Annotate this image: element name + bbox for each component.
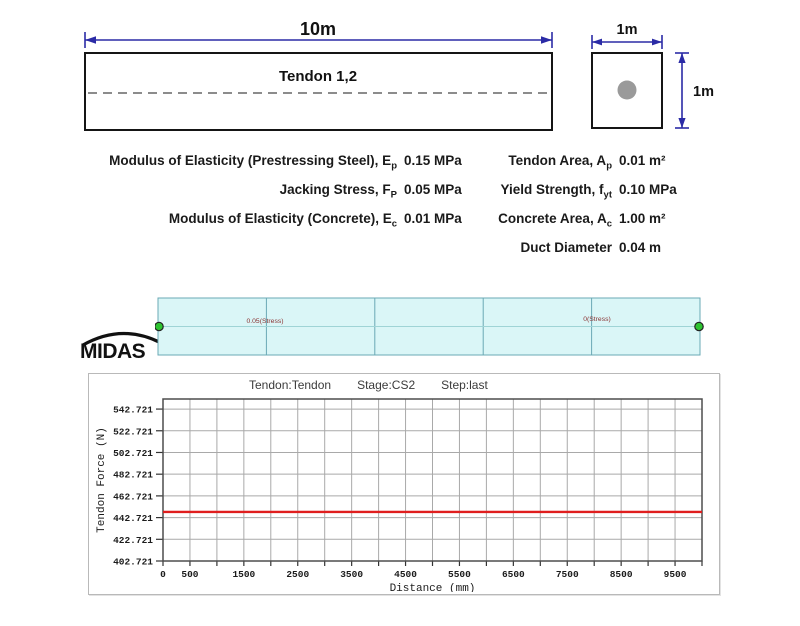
x-tick-label: 1500	[232, 569, 256, 580]
y-axis-title: Tendon Force (N)	[96, 427, 108, 533]
x-axis-title: Distance (mm)	[389, 583, 476, 592]
property-row	[464, 153, 666, 172]
property-label: Modulus of Elasticity (Prestressing Steel), $E_p$	[109, 153, 397, 172]
chart-title-tendon: Tendon:Tendon	[249, 378, 332, 392]
y-tick-label: 462.721	[113, 491, 153, 503]
tendon-force-chart	[88, 373, 720, 595]
chart-title	[89, 378, 719, 392]
beam-outline	[85, 53, 552, 130]
dimension-arrowhead-down	[678, 118, 685, 128]
dimension-arrowhead-left	[85, 36, 96, 44]
property-label: Modulus of Elasticity (Concrete), $E_c$	[168, 211, 397, 230]
y-tick-label: 482.721	[113, 469, 153, 481]
property-value: 0.10 MPa	[619, 182, 677, 197]
y-tick-label: 442.721	[113, 513, 153, 525]
property-row	[60, 211, 462, 230]
property-label: Duct Diameter	[520, 240, 612, 255]
y-tick-label: 522.721	[113, 426, 153, 438]
dimension-arrowhead-up	[678, 53, 685, 63]
chart-plot-area	[89, 374, 717, 592]
property-label: Jacking Stress, $F_P$	[279, 182, 397, 201]
anchor-marker-left	[155, 322, 163, 330]
cross-section-diagram	[575, 8, 800, 138]
property-value: 0.01 m²	[619, 153, 666, 168]
stress-label-right: 0(Stress)	[583, 316, 611, 323]
x-tick-label: 0	[160, 569, 166, 580]
dimension-arrowhead-left	[592, 39, 602, 46]
property-row	[60, 182, 462, 201]
x-tick-label: 4500	[394, 569, 417, 580]
beam-label: Tendon 1,2	[278, 68, 358, 85]
property-value: 1.00 m²	[619, 211, 666, 226]
x-tick-label: 5500	[448, 569, 471, 580]
midas-logo-text: MIDAS	[80, 340, 146, 363]
y-tick-label: 542.721	[113, 404, 153, 416]
analysis-model-view	[155, 295, 705, 359]
x-tick-label: 3500	[340, 569, 364, 580]
x-tick-label: 2500	[286, 569, 310, 580]
y-tick-label: 422.721	[113, 534, 153, 546]
x-tick-label: 9500	[663, 569, 687, 580]
property-label: Yield Strength, $f_{yt}$	[500, 182, 612, 201]
chart-title-stage: Stage:CS2	[357, 378, 416, 392]
duct-circle	[618, 81, 637, 100]
dimension-arrowhead-right	[541, 36, 552, 44]
property-value: 0.15 MPa	[404, 153, 462, 168]
beam-elevation-diagram	[60, 8, 570, 138]
x-tick-label: 500	[181, 569, 199, 580]
x-tick-label: 6500	[501, 569, 525, 580]
x-tick-label: 8500	[609, 569, 633, 580]
property-value: 0.05 MPa	[404, 182, 462, 197]
property-row	[464, 182, 677, 201]
section-height-dimension-line	[675, 53, 689, 128]
length-dimension-label: 10m	[299, 19, 337, 39]
section-width-label: 1m	[616, 22, 638, 38]
y-tick-label: 402.721	[113, 556, 153, 568]
property-label: Concrete Area, $A_c$	[498, 211, 612, 230]
property-value: 0.04 m	[619, 240, 662, 255]
property-row	[464, 240, 661, 259]
anchor-marker-right	[695, 322, 703, 330]
stress-label-left: 0.05(Stress)	[246, 318, 284, 325]
property-row	[60, 153, 462, 172]
y-tick-label: 502.721	[113, 447, 153, 459]
section-height-label: 1m	[693, 84, 714, 100]
chart-title-step: Step:last	[441, 378, 488, 392]
property-label: Tendon Area, $A_p$	[508, 153, 612, 172]
property-value: 0.01 MPa	[404, 211, 462, 226]
property-row	[464, 211, 666, 230]
x-tick-label: 7500	[555, 569, 579, 580]
dimension-arrowhead-right	[652, 39, 662, 46]
